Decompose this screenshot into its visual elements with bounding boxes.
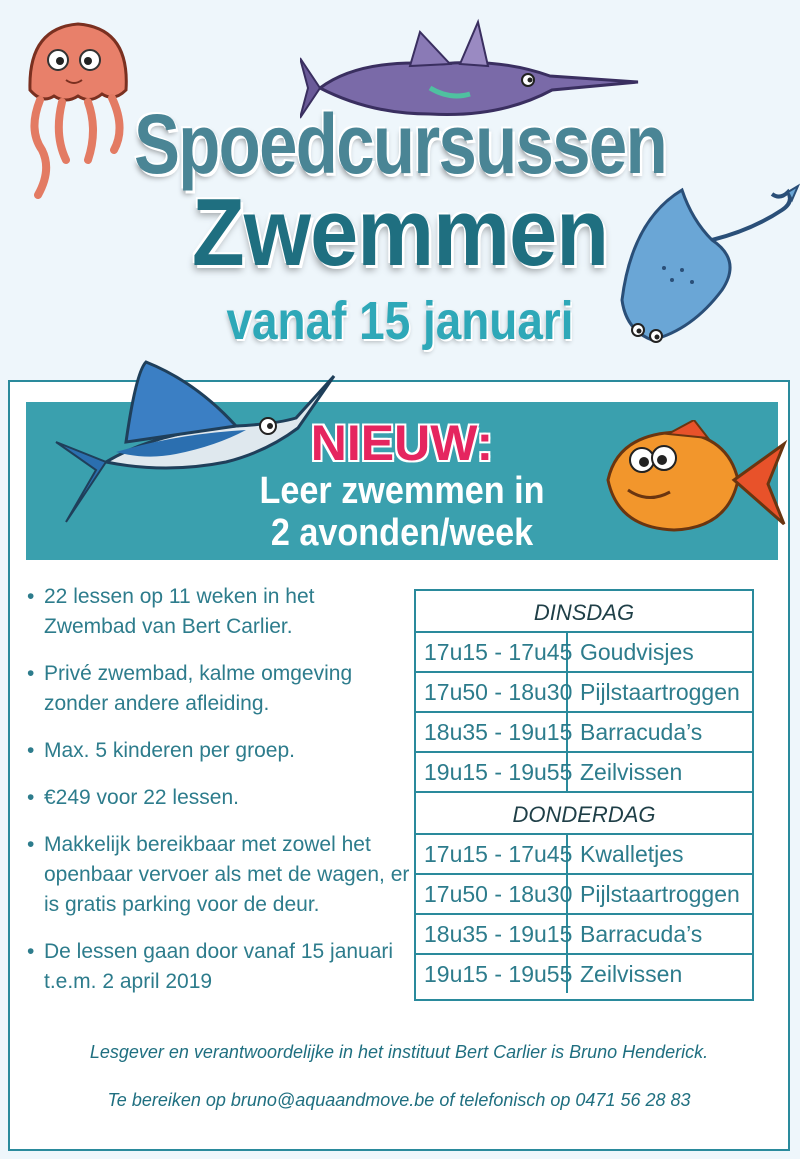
subtitle: vanaf 15 januari [226,291,574,351]
group-cell: Barracuda’s [580,719,703,745]
list-item: • Max. 5 kinderen per groep. [24,736,412,766]
list-item: • 22 lessen op 11 weken in het Zwembad van Bert Carlier. [24,582,412,642]
table-row [416,873,752,913]
bullet-icon: • [27,662,35,685]
bullet-icon: • [27,940,35,963]
list-item: • Privé zwembad, kalme omgeving zonder andere afleiding. [24,659,412,719]
time-cell: 19u15 - 19u55 [416,753,568,791]
instructor-note: Lesgever en verantwoordelijke in het instituut Bert Carlier is Bruno Henderick. [89,1042,709,1062]
bullet-icon: • [27,739,35,762]
contact-note: Te bereiken op bruno@aquaandmove.be of telefonisch op 0471 56 28 83 [107,1090,691,1110]
banner-line2: 2 avonden/week [270,512,534,554]
bullet-icon: • [27,833,35,856]
day-header-donderdag: DONDERDAG [416,791,752,833]
group-cell: Kwalletjes [580,841,684,867]
time-cell: 17u15 - 17u45 [416,633,568,671]
list-item: • Makkelijk bereikbaar met zowel het openbaar vervoer als met de wagen, er is gratis parking voor de deur. [24,830,412,920]
title-line2: Zwemmen [191,179,609,286]
list-item: • €249 voor 22 lessen. [24,783,412,813]
group-cell: Goudvisjes [580,639,694,665]
table-row [416,953,752,993]
group-cell: Zeilvissen [580,759,683,785]
title-line1: Spoedcursussen [133,97,667,191]
day-header-dinsdag: DINSDAG [533,600,635,625]
list-item: • De lessen gaan door vanaf 15 januari t.e.m. 2 april 2019 [24,937,412,997]
time-cell: 17u15 - 17u45 [416,835,568,873]
banner-new-label: NIEUW: [310,415,494,471]
time-cell: 18u35 - 19u15 [416,713,568,751]
time-cell: 17u50 - 18u30 [416,673,568,711]
table-row [416,913,752,953]
time-cell: 18u35 - 19u15 [416,915,568,953]
bullet-icon: • [27,585,35,608]
group-cell: Zeilvissen [580,961,683,987]
info-list [24,582,412,1014]
table-row [416,833,752,873]
group-cell: Pijlstaartroggen [580,881,740,907]
table-row [416,711,752,751]
table-row [416,751,752,791]
table-row [416,671,752,711]
time-cell: 19u15 - 19u55 [416,955,568,993]
table-row [416,631,752,671]
schedule-table [414,589,754,1001]
time-cell: 17u50 - 18u30 [416,875,568,913]
bullet-icon: • [27,786,35,809]
group-cell: Pijlstaartroggen [580,679,740,705]
banner-line1: Leer zwemmen in [259,470,545,512]
group-cell: Barracuda’s [580,921,703,947]
